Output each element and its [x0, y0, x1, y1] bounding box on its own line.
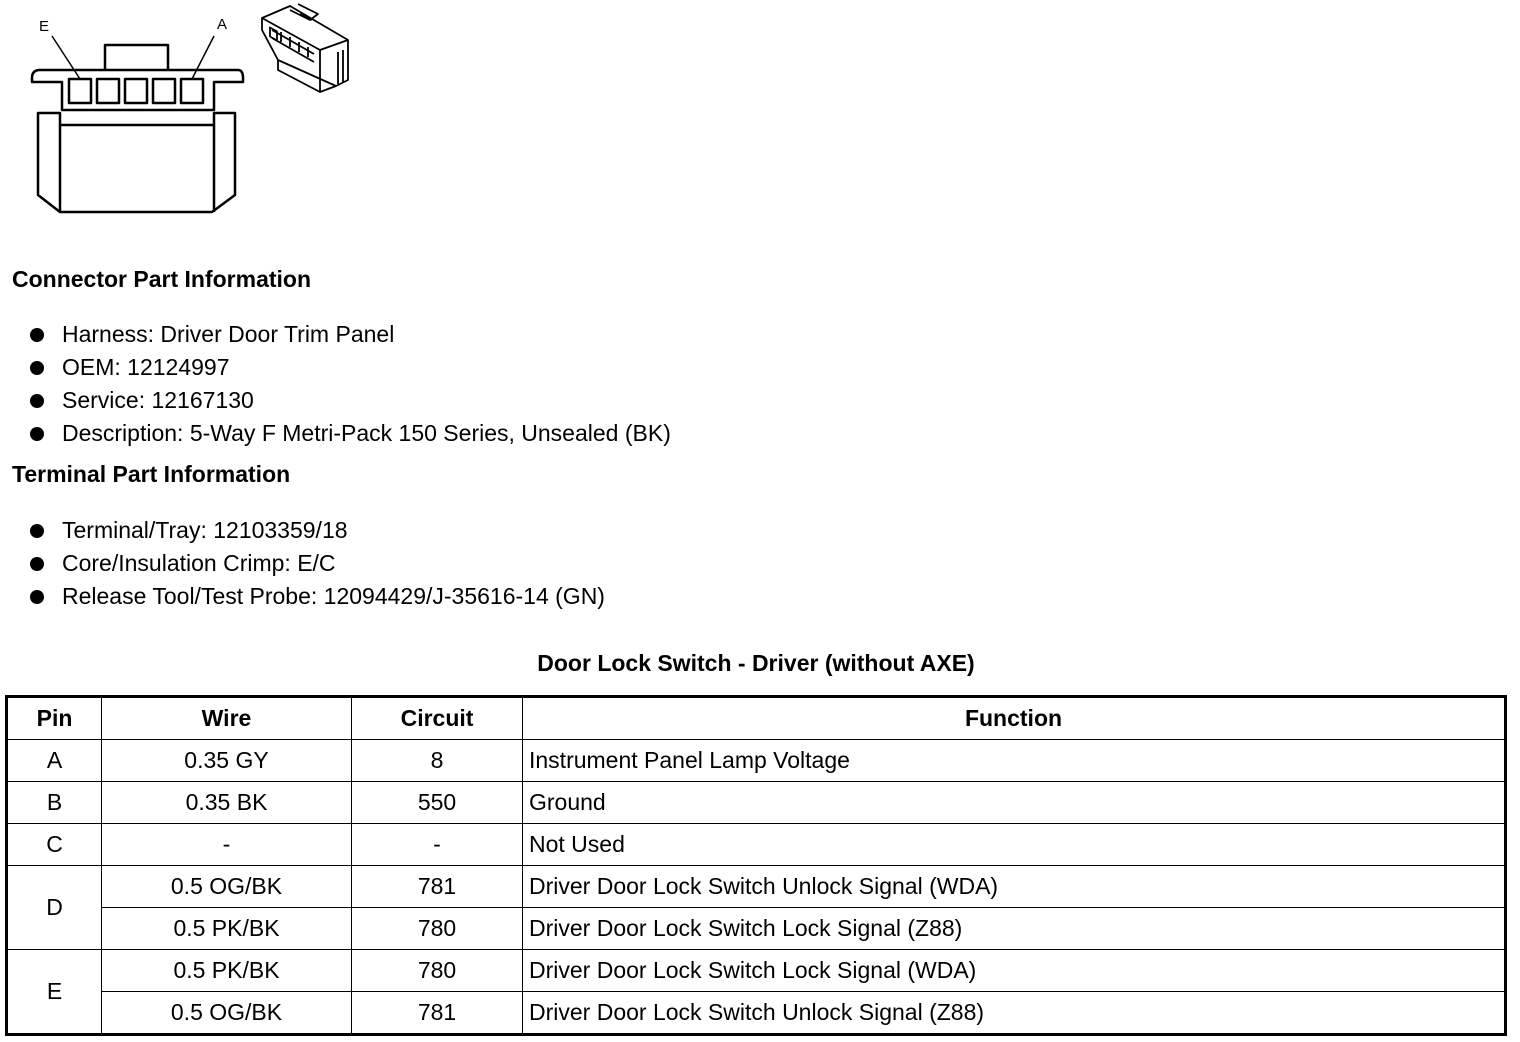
cell-circuit: 780	[352, 950, 523, 992]
header-wire: Wire	[102, 697, 352, 740]
list-item: Harness: Driver Door Trim Panel	[0, 318, 671, 351]
cell-wire: 0.35 BK	[102, 782, 352, 824]
cell-function: Instrument Panel Lamp Voltage	[523, 740, 1506, 782]
cell-function: Driver Door Lock Switch Unlock Signal (WDA)	[523, 866, 1506, 908]
cell-pin: C	[7, 824, 102, 866]
cavity-d	[97, 79, 119, 103]
header-circuit: Circuit	[352, 697, 523, 740]
terminal-info-list	[0, 514, 605, 613]
list-item: Service: 12167130	[0, 384, 671, 417]
terminal-info-heading: Terminal Part Information	[12, 461, 291, 487]
header-function: Function	[523, 697, 1506, 740]
cell-function: Not Used	[523, 824, 1506, 866]
cell-circuit: 780	[352, 908, 523, 950]
cell-wire: 0.5 PK/BK	[102, 908, 352, 950]
connector-info-heading: Connector Part Information	[12, 266, 312, 292]
cell-function: Ground	[523, 782, 1506, 824]
cell-wire: 0.5 OG/BK	[102, 992, 352, 1035]
list-item: Release Tool/Test Probe: 12094429/J-35616-14 (GN)	[0, 580, 605, 613]
cell-function: Driver Door Lock Switch Lock Signal (Z88)	[523, 908, 1506, 950]
connector-diagram	[0, 0, 380, 230]
cell-pin: E	[7, 950, 102, 1035]
list-item: OEM: 12124997	[0, 351, 671, 384]
cell-wire: -	[102, 824, 352, 866]
pin-label-a: A	[217, 16, 228, 33]
cell-function: Driver Door Lock Switch Unlock Signal (Z88)	[523, 992, 1506, 1035]
table-row	[7, 740, 1506, 782]
cavity-b	[153, 79, 175, 103]
cell-pin: B	[7, 782, 102, 824]
table-row	[7, 992, 1506, 1035]
list-item: Terminal/Tray: 12103359/18	[0, 514, 605, 547]
table-header-row	[7, 697, 1506, 740]
cell-pin: A	[7, 740, 102, 782]
cell-function: Driver Door Lock Switch Lock Signal (WDA)	[523, 950, 1506, 992]
cell-wire: 0.5 OG/BK	[102, 866, 352, 908]
cell-circuit: 781	[352, 992, 523, 1035]
header-pin: Pin	[7, 697, 102, 740]
table-row	[7, 908, 1506, 950]
cell-wire: 0.5 PK/BK	[102, 950, 352, 992]
cavity-c	[125, 79, 147, 103]
table-row	[7, 866, 1506, 908]
cell-circuit: 550	[352, 782, 523, 824]
cell-circuit: 8	[352, 740, 523, 782]
table-row	[7, 950, 1506, 992]
cell-wire: 0.35 GY	[102, 740, 352, 782]
cell-circuit: -	[352, 824, 523, 866]
cell-circuit: 781	[352, 866, 523, 908]
list-item: Description: 5-Way F Metri-Pack 150 Series, Unsealed (BK)	[0, 417, 671, 450]
table-row	[7, 824, 1506, 866]
cavity-e	[69, 79, 91, 103]
pin-table	[5, 695, 1507, 1036]
connector-info-list	[0, 318, 671, 450]
pin-label-e: E	[39, 18, 50, 35]
table-title: Door Lock Switch - Driver (without AXE)	[537, 650, 975, 676]
connector-isometric-icon	[262, 4, 348, 92]
cavity-a	[181, 79, 203, 103]
table-row	[7, 782, 1506, 824]
cell-pin: D	[7, 866, 102, 950]
list-item: Core/Insulation Crimp: E/C	[0, 547, 605, 580]
